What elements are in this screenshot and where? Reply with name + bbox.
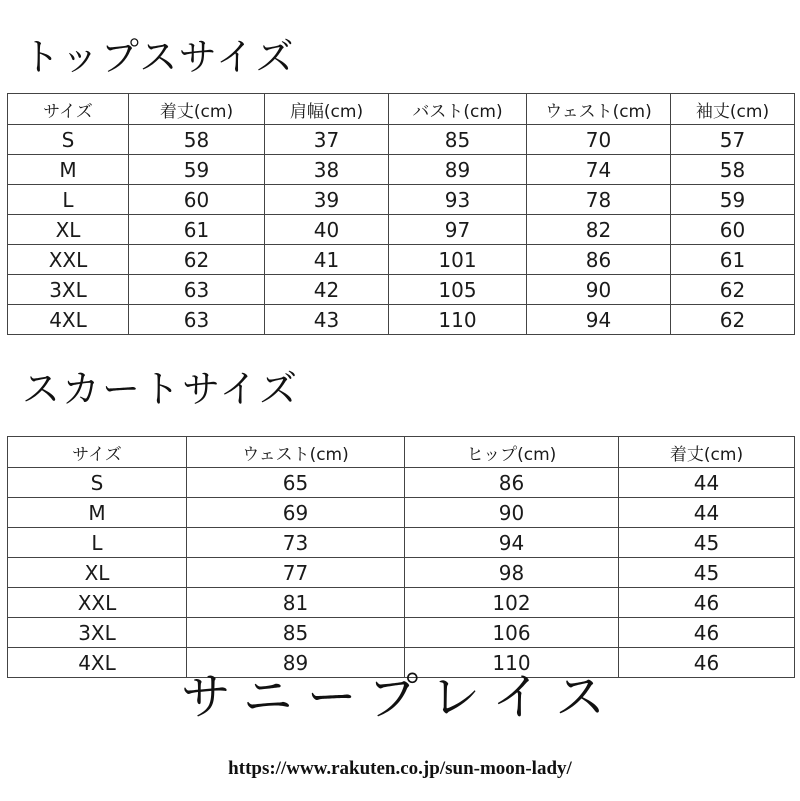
table-cell: 59 — [129, 155, 265, 185]
table-cell: 63 — [129, 305, 265, 335]
table-cell: 98 — [405, 558, 619, 588]
table-cell: 58 — [671, 155, 795, 185]
table-cell: XXL — [8, 245, 129, 275]
table-row — [8, 245, 795, 275]
table-cell: 74 — [527, 155, 671, 185]
table-cell: 94 — [527, 305, 671, 335]
header-shoulder: 肩幅(cm) — [265, 94, 389, 125]
header-size: サイズ — [8, 437, 187, 468]
table-cell: 42 — [265, 275, 389, 305]
table-cell: 45 — [619, 528, 795, 558]
table-row — [8, 528, 795, 558]
table-cell: 70 — [527, 125, 671, 155]
table-cell: L — [8, 528, 187, 558]
table-cell: 59 — [671, 185, 795, 215]
table-cell: 61 — [129, 215, 265, 245]
table-cell: 105 — [389, 275, 527, 305]
tops-size-title: トップスサイズ — [22, 35, 296, 79]
table-cell: 46 — [619, 588, 795, 618]
table-cell: 38 — [265, 155, 389, 185]
table-header-row — [8, 437, 795, 468]
table-cell: 90 — [405, 498, 619, 528]
table-cell: 106 — [405, 618, 619, 648]
table-cell: 60 — [129, 185, 265, 215]
skirt-size-title: スカートサイズ — [22, 367, 299, 411]
table-cell: 46 — [619, 618, 795, 648]
table-cell: 86 — [405, 468, 619, 498]
table-row — [8, 215, 795, 245]
table-cell: 89 — [187, 648, 405, 678]
table-row — [8, 155, 795, 185]
table-cell: 85 — [187, 618, 405, 648]
header-size: サイズ — [8, 94, 129, 125]
header-hip: ヒップ(cm) — [405, 437, 619, 468]
header-length: 着丈(cm) — [619, 437, 795, 468]
table-cell: 110 — [405, 648, 619, 678]
table-cell: XL — [8, 558, 187, 588]
header-waist: ウェスト(cm) — [187, 437, 405, 468]
table-cell: M — [8, 498, 187, 528]
table-row — [8, 618, 795, 648]
table-cell: 61 — [671, 245, 795, 275]
table-cell: 101 — [389, 245, 527, 275]
table-cell: 62 — [671, 275, 795, 305]
table-row — [8, 498, 795, 528]
table-cell: 94 — [405, 528, 619, 558]
table-cell: 90 — [527, 275, 671, 305]
table-cell: 4XL — [8, 648, 187, 678]
table-cell: 73 — [187, 528, 405, 558]
table-cell: L — [8, 185, 129, 215]
table-cell: 37 — [265, 125, 389, 155]
table-cell: 58 — [129, 125, 265, 155]
table-header-row — [8, 94, 795, 125]
table-cell: 41 — [265, 245, 389, 275]
shop-url: https://www.rakuten.co.jp/sun-moon-lady/ — [228, 758, 572, 779]
table-row — [8, 588, 795, 618]
table-cell: 40 — [265, 215, 389, 245]
table-row — [8, 125, 795, 155]
table-cell: 46 — [619, 648, 795, 678]
table-row — [8, 185, 795, 215]
table-cell: 3XL — [8, 275, 129, 305]
table-cell: 4XL — [8, 305, 129, 335]
table-cell: 81 — [187, 588, 405, 618]
header-length: 着丈(cm) — [129, 94, 265, 125]
table-cell: 78 — [527, 185, 671, 215]
table-row — [8, 558, 795, 588]
table-cell: 43 — [265, 305, 389, 335]
table-cell: 45 — [619, 558, 795, 588]
table-cell: 63 — [129, 275, 265, 305]
table-cell: XL — [8, 215, 129, 245]
table-row — [8, 305, 795, 335]
table-cell: 62 — [671, 305, 795, 335]
table-cell: M — [8, 155, 129, 185]
table-cell: 77 — [187, 558, 405, 588]
brand-name: サニープレイス — [180, 668, 620, 726]
table-cell: 69 — [187, 498, 405, 528]
table-cell: S — [8, 125, 129, 155]
header-bust: バスト(cm) — [389, 94, 527, 125]
table-cell: S — [8, 468, 187, 498]
table-cell: 93 — [389, 185, 527, 215]
table-cell: 85 — [389, 125, 527, 155]
table-cell: 3XL — [8, 618, 187, 648]
table-row — [8, 275, 795, 305]
table-cell: 44 — [619, 468, 795, 498]
tops-size-table — [7, 93, 795, 335]
table-cell: 44 — [619, 498, 795, 528]
table-cell: 39 — [265, 185, 389, 215]
table-cell: 86 — [527, 245, 671, 275]
table-cell: 60 — [671, 215, 795, 245]
table-cell: 62 — [129, 245, 265, 275]
table-row — [8, 468, 795, 498]
skirt-size-table — [7, 436, 795, 678]
table-cell: 97 — [389, 215, 527, 245]
table-cell: 57 — [671, 125, 795, 155]
table-cell: XXL — [8, 588, 187, 618]
header-sleeve: 袖丈(cm) — [671, 94, 795, 125]
table-cell: 102 — [405, 588, 619, 618]
table-cell: 82 — [527, 215, 671, 245]
table-cell: 89 — [389, 155, 527, 185]
table-cell: 110 — [389, 305, 527, 335]
table-cell: 65 — [187, 468, 405, 498]
header-waist: ウェスト(cm) — [527, 94, 671, 125]
